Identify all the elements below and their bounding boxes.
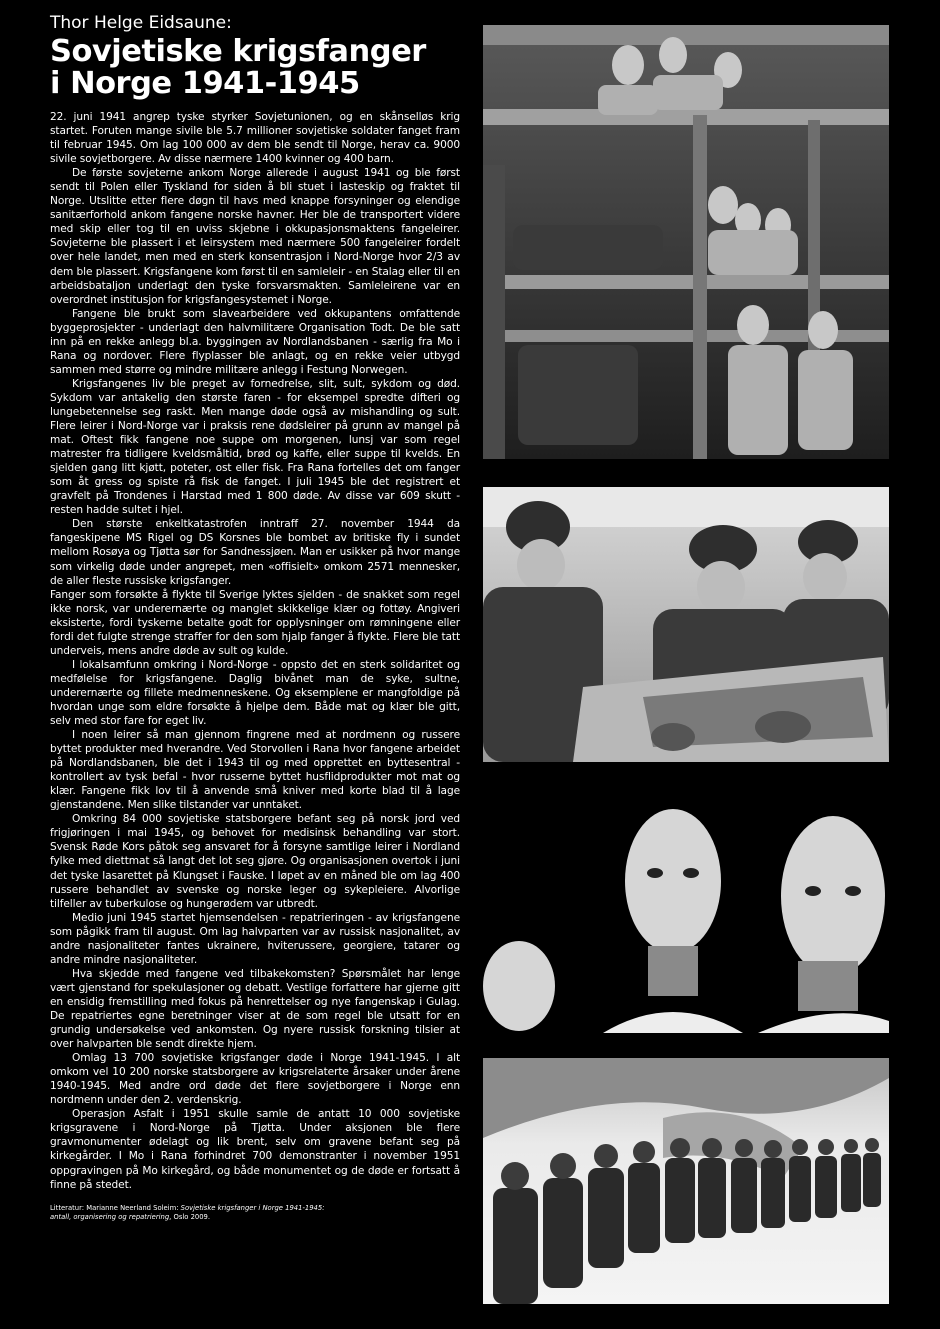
paragraph: I lokalsamfunn omkring i Nord-Norge - oppsto det en sterk solidaritet og medfølelse for krigsfangene. Daglig bivånet man de syke, sultne, underernærte og fillete medmenneskene. Og eksemplene er mangfoldige på hvordan unge som eldre forsøkte å hjelpe dem. Både mat og klær ble gitt, selv med stor fare for eget liv. [50, 658, 460, 728]
photo-prisoners-in-bunks [483, 25, 889, 459]
article-column [50, 12, 460, 1222]
paragraph: Omlag 13 700 sovjetiske krigsfanger døde i Norge 1941-1945. I alt omkom vel 10 200 norske statsborgere av krigsrelaterte årsaker under årene 1940-1945. Med andre ord døde det flere sovjetborgere i Norge enn nordmenn under den 2. verdenskrig. [50, 1052, 460, 1107]
paragraph: Operasjon Asfalt i 1951 skulle samle de antatt 10 000 sovjetiske krigsgravene i Nord-Norge på Tjøtta. Under aksjonen ble flere gravmonumenter ødelagt og lik brent, selv om gravene befant seg på kirkegårder. I Mo i Rana forhindret 700 demonstranter i november 1951 oppgravingen på Mo kirkegård, og både monumentet og de døde er fortsatt å finne på stedet. [50, 1108, 460, 1191]
photo-prisoners-fur-hats [483, 487, 889, 762]
article-body [50, 110, 460, 1192]
photo-bunks-image [483, 25, 889, 459]
paragraph: 22. juni 1941 angrep tyske styrker Sovjetunionen, og en skånselløs krig startet. Foruten mange sivile ble 5.7 millioner sovjetiske soldater fanget fram til februar 1945. Om lag 100 000 av dem ble sendt til Norge, herav ca. 9000 sivile sovjetborgere. Av disse nærmere 1400 kvinner og 400 barn. [50, 111, 460, 166]
literature-title: Sovjetiske krigsfanger i Norge 1941-1945: [180, 1203, 325, 1212]
paragraph: Den største enkeltkatastrofen inntraff 27. november 1944 da fangeskipene MS Rigel og DS Korsnes ble bombet av britiske fly i sundet mellom Rosøya og Tjøtta sør for Sandnessjøen. Man er usikker på hvor mange som virkelig døde under angrepet, men «offisielt» omkom 2571 mennesker, de aller fleste russiske krigsfanger. [50, 518, 460, 587]
paragraph: I noen leirer så man gjennom fingrene med at nordmenn og russere byttet produkter med hverandre. Ved Storvollen i Rana hvor fangene arbeidet på Nordlandsbanen, ble det i 1943 til og med opprettet en byttesentral - kontrollert av tysk befal - hvor russerne byttet husflidprodukter mot mat og klær. Fangene fikk lov til å anvende små kniver med korte blad til å lage gjenstandene. Men slike tilstander var unntaket. [50, 729, 460, 812]
literature-subtitle: antall, organisering og repatriering [50, 1212, 170, 1221]
paragraph: Hva skjedde med fangene ved tilbakekomsten? Spørsmålet har lenge vært gjenstand for spekulasjoner og debatt. Vestlige forfattere har gjerne gitt en ensidig fremstilling med fokus på henrettelser og nye fangenskap i Gulag. De repatriertes egne beretninger viser at de som regel ble utsatt for en grundig undersøkelse ved ankomsten. Og nyere russisk forskning tilsier at over halvparten ble sendt direkte hjem. [50, 967, 460, 1051]
paragraph: De første sovjeterne ankom Norge allerede i august 1941 og ble først sendt til Polen eller Tyskland for siden å bli stuet i lasteskip og fraktet til Norge. Utslitte etter flere døgn til havs med knappe forsyninger og elendige sanitærforhold ankom fangene norske havner. Her ble de transportert videre med skip eller tog til en uviss skjebne i okkupasjonsmaktens fangeleirer. Sovjeterne ble plassert i et leirsystem med nærmere 500 fangeleirer fordelt over hele landet, men med en sterk konsentrasjon i Nord-Norge hvor 2/3 av dem ble plassert. Krigsfangene kom først til en samleleir - en Stalag eller til en arbeidsbataljon underlagt den tyske forsvarsmakten. Samleleirene var en overordnet institusjon for krigsfangesystemet i Norge. [50, 167, 460, 306]
paragraph: Krigsfangenes liv ble preget av fornedrelse, slit, sult, sykdom og død. Sykdom var antakelig den største faren - for eksempel spredte difteri og lungebetennelse seg raskt. Men mange døde også av mishandling og sult. Flere leirer i Nord-Norge var i praksis rene dødsleirer på grunn av mangel på mat. Oftest fikk fangene noe suppe om morgenen, lunsj var som regel matrester fra tidligere kveldsmåltid, brød og kaffe, eller suppe til kvelds. En sjelden gang litt kjøtt, poteter, ost eller fisk. Fra Rana fortelles det om fanger som åt gress og spiste rå fisk de fanget. I juli 1945 ble det registrert et gravfelt på Trondenes i Harstad med 1 800 døde. Av disse var 609 skutt - resten hadde sultet i hjel. [50, 377, 460, 517]
paragraph: Omkring 84 000 sovjetiske statsborgere befant seg på norsk jord ved frigjøringen i mai 1945, og behovet for medisinsk behandling var stort. Svensk Røde Kors påtok seg ansvaret for å forsyne samtlige leirer i Nordland fylke med diettmat så langt det lot seg gjøre. Og organisasjonen overtok i juni det tyske lasarettet på Klungset i Fauske. I løpet av en måned ble om lag 400 russere behandlet av svenske og norske leger og sykepleiere. Alvorlige tilfeller av tuberkulose og hungerødem var utbredt. [50, 813, 460, 910]
photo-faces-image [483, 801, 889, 1033]
photo-snow-march-image [483, 1058, 889, 1304]
title-line-1: Sovjetiske krigsfanger [50, 34, 426, 69]
photo-emaciated-faces [483, 801, 889, 1033]
literature-suffix: , Oslo 2009. [169, 1212, 211, 1221]
photo-prisoners-marching-snow [483, 1058, 889, 1304]
author-line: Thor Helge Eidsaune: [50, 13, 232, 33]
title-line-2: i Norge 1941-1945 [50, 66, 360, 101]
literature-reference [50, 1204, 460, 1222]
paragraph: Fangene ble brukt som slavearbeidere ved okkupantens omfattende byggeprosjekter - underlagt den halvmilitære Organisation Todt. De ble satt inn på en rekke anlegg bl.a. byggingen av Nordlandsbanen - særlig fra Mo i Rana og nordover. Flere flyplasser ble anlagt, og en rekke veier utbygd sammen med større og mindre militære anlegg i Festung Norwegen. [50, 307, 460, 376]
paragraph: Medio juni 1945 startet hjemsendelsen - repatrieringen - av krigsfangene som pågikk fram til august. Om lag halvparten var av russisk nasjonalitet, av andre nasjonaliteter fantes ukrainere, hviterussere, georgiere, tatarer og andre mindre nasjonaliteter. [50, 911, 460, 966]
article-title [50, 36, 460, 100]
photo-fur-hats-image [483, 487, 889, 762]
paragraph: Fanger som forsøkte å flykte til Sverige lyktes sjelden - de snakket som regel ikke norsk, var underernærte og manglet skikkelige klær og fottøy. Angiveri eksisterte, fordi tyskerne betalte godt for opplysninger om rømningene eller fordi det fulgte strenge straffer for den som hjalp fanger å flykte. Flere ble tatt underveis, mens andre døde av sult og kulde. [50, 588, 460, 657]
literature-prefix: Litteratur: Marianne Neerland Soleim: [50, 1203, 181, 1212]
